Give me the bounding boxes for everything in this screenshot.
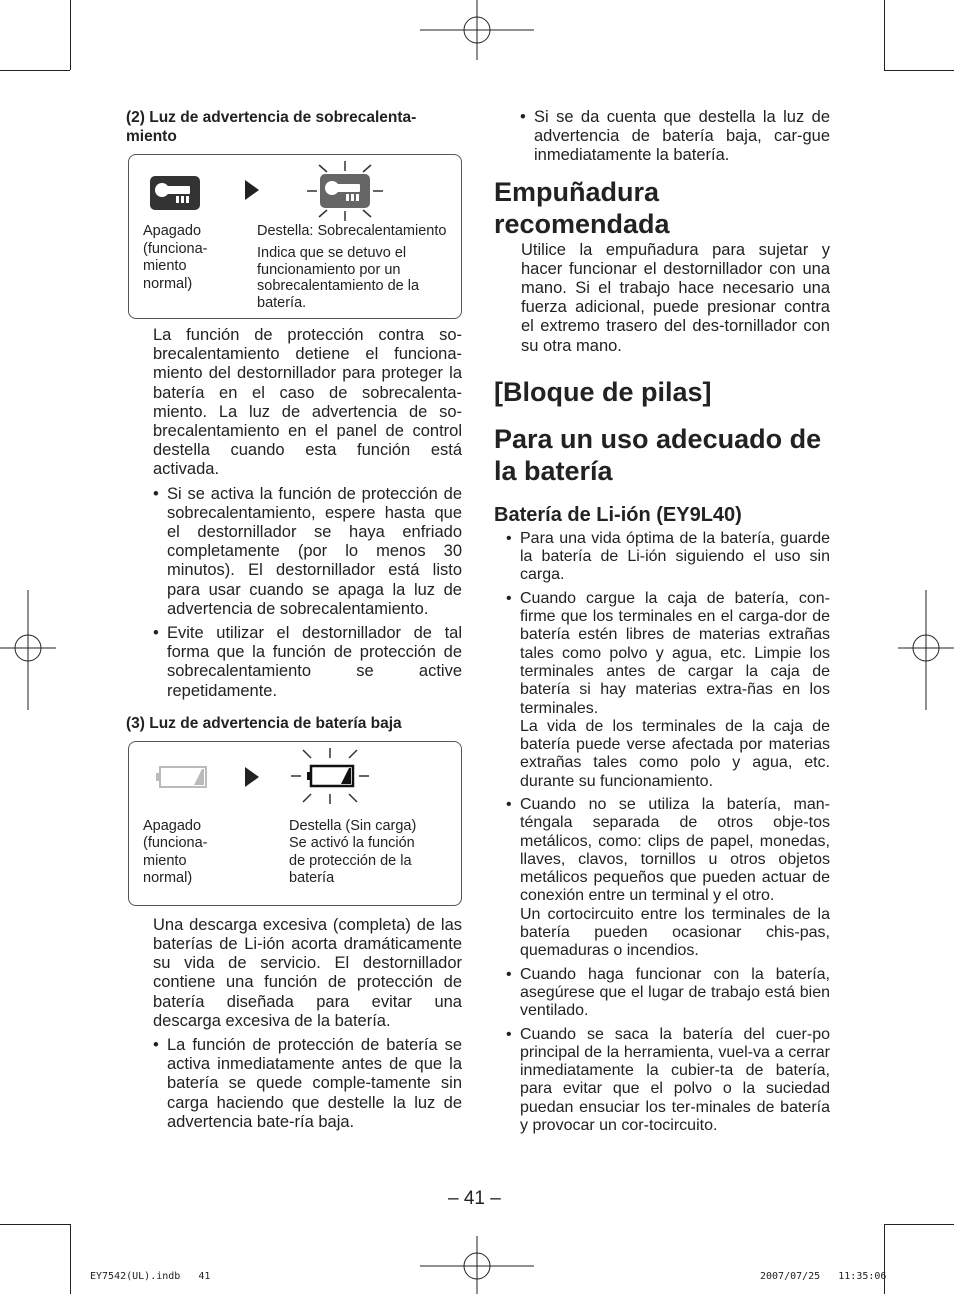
list-item: • Cuando haga funcionar con la batería, asegúrese que el lugar de trabajo está bien ventilado.: [506, 966, 830, 1021]
overheat-blinking-icon: [305, 159, 385, 223]
caption-off: Apagado (funciona- miento normal): [143, 817, 208, 887]
footer-timestamp: 2007/07/25 11:35:06: [760, 1271, 887, 1282]
crop-mark: [70, 1224, 71, 1294]
overheat-off-icon: [149, 175, 201, 211]
crop-mark: [884, 1224, 885, 1294]
footer-file-info: EY7542(UL).indb 41: [90, 1271, 211, 1282]
list-item: • Cuando se saca la batería del cuer-po principal de la herramienta, vuel-va a cerrar inmediatamente la cubier-ta de batería, para evitar que el polvo o la suciedad puedan ensuciar los ter-minales de batería y provocar un cor-tocircuito.: [506, 1026, 830, 1136]
figure-low-battery-warning: [128, 741, 462, 906]
left-column: [126, 108, 462, 1132]
right-column: [494, 108, 830, 1135]
section-heading-overheat: (2) Luz de advertencia de sobrecalenta- miento: [126, 109, 417, 145]
list-item: • Evite utilizar el destornillador de tal forma que la función de protección de sobrecalentamiento se active repetidamente.: [153, 624, 462, 701]
crop-mark: [884, 1224, 954, 1225]
list-item: • Si se da cuenta que destella la luz de advertencia de batería baja, car-gue inmediatamente la batería.: [520, 108, 830, 166]
crop-mark: [0, 70, 70, 71]
caption-blinking: Destella (Sin carga) Se activó la función de protección de la batería: [289, 817, 417, 887]
list-item: • Para una vida óptima de la batería, guarde la batería de Li-ión siguiendo el uso sin carga.: [506, 530, 830, 585]
registration-mark-right: [898, 590, 954, 710]
crop-mark: [70, 0, 71, 70]
heading-li-ion-battery: Batería de Li-ión (EY9L40): [494, 503, 742, 526]
registration-mark-left: [0, 590, 56, 710]
paragraph-low-battery: Una descarga excesiva (completa) de las baterías de Li-ión acorta dramáticamente su vida de servicio. El destornillador contiene una función de protección de batería diseñada para evitar una descarga excesiva de la batería.: [153, 915, 462, 1030]
heading-recommended-grip: Empuñadura recomendada: [494, 176, 670, 239]
crop-mark: [884, 70, 954, 71]
list-item: • Cuando no se utiliza la batería, man-téngala separada de otros obje-tos metálicos, como: clips de papel, monedas, llaves, clavos, tornillos u otros objetos metálicos pequeños que pueden actuar de conexión entre un terminal y el otro. Un cortocircuito entre los terminales de la batería pueden ocasionar chis-pas, quemaduras o incendios.: [506, 796, 830, 961]
paragraph-grip: Utilice la empuñadura para sujetar y hacer funcionar el destornillador con una mano. Si el trabajo hace necesario una fuerza adicional, puede presionar contra el extremo trasero del des-tornillador con su otra mano.: [521, 240, 830, 355]
arrow-right-icon: [244, 766, 260, 788]
crop-mark: [884, 0, 885, 70]
crop-mark: [0, 1224, 70, 1225]
battery-blinking-icon: [289, 746, 371, 808]
section-heading-low-battery: (3) Luz de advertencia de batería baja: [126, 714, 402, 732]
registration-mark-bottom: [420, 1236, 534, 1294]
caption-off: Apagado (funciona- miento normal): [143, 223, 208, 292]
list-item: • La función de protección de batería se activa inmediatamente antes de que la batería se quede comple-tamente sin carga haciendo que destelle la luz de advertencia bate-ría baja.: [153, 1036, 462, 1132]
figure-overheat-warning: [128, 154, 462, 319]
paragraph-overheat: La función de protección contra so-brecalentamiento detiene el funciona-miento del destornillador para proteger la batería en el caso de sobrecalenta-miento. La luz de advertencia de so-brecalentamiento en el panel de control destella cuando esta función está activada.: [153, 326, 462, 479]
arrow-right-icon: [244, 179, 260, 201]
heading-proper-battery-use: Para un uso adecuado de la batería: [494, 423, 822, 486]
caption-blinking-desc: Indica que se detuvo el funcionamiento por un sobrecalentamiento de la batería.: [257, 245, 420, 311]
caption-blinking-title: Destella: Sobrecalentamiento: [257, 223, 447, 239]
list-item: • Cuando cargue la caja de batería, con-firme que los terminales en el carga-dor de batería estén libres de materias extrañas tales como polvo y agua, etc. Limpie los terminales antes de cargar la caja de batería si hay materias extra-ñas en los terminales. La vida de los terminales de la caja de batería puede verse afectada por materias extrañas tales como polo y agua, etc. durante su funcionamiento.: [506, 590, 830, 791]
heading-battery-block: [Bloque de pilas]: [494, 376, 712, 407]
battery-off-icon: [156, 764, 208, 790]
page-number: – 41 –: [448, 1188, 501, 1209]
list-item: • Si se activa la función de protección de sobrecalentamiento, espere hasta que el destornillador se haya enfriado completamente (por lo menos 30 minutos). El destornillador está listo para usar cuando se apaga la luz de advertencia de sobrecalentamiento.: [153, 485, 462, 619]
registration-mark-top: [420, 0, 534, 60]
